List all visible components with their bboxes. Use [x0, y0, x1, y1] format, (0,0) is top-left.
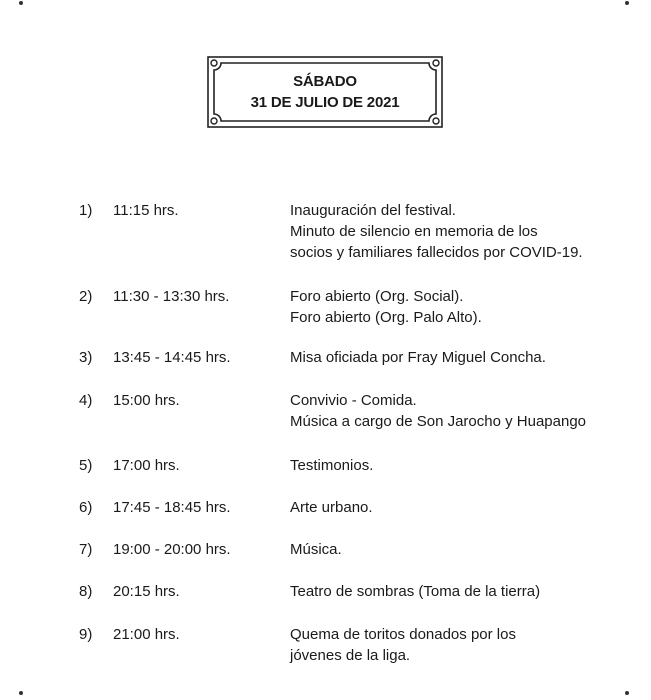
item-number: 7) — [79, 541, 93, 558]
item-time: 11:15 hrs. — [113, 202, 179, 219]
title-day: SÁBADO — [293, 73, 357, 90]
item-description — [290, 347, 630, 368]
item-number: 9) — [79, 626, 93, 643]
item-number: 8) — [79, 583, 93, 600]
item-number: 3) — [79, 349, 93, 366]
description-line: Convivio - Comida. — [290, 392, 417, 409]
corner-dot — [625, 1, 629, 5]
description-line: Foro abierto (Org. Social). — [290, 288, 464, 305]
item-time: 21:00 hrs. — [113, 626, 180, 643]
item-description — [290, 624, 630, 666]
item-number: 5) — [79, 457, 93, 474]
description-line: Testimonios. — [290, 457, 374, 474]
item-description — [290, 581, 630, 602]
corner-dot — [19, 1, 23, 5]
item-number: 4) — [79, 392, 93, 409]
item-number: 1) — [79, 202, 93, 219]
item-description — [290, 455, 630, 476]
item-description — [290, 539, 630, 560]
corner-dot — [625, 691, 629, 695]
item-time: 19:00 - 20:00 hrs. — [113, 541, 231, 558]
item-time: 20:15 hrs. — [113, 583, 180, 600]
title-block — [207, 56, 443, 128]
description-line: Música. — [290, 541, 342, 558]
item-description — [290, 497, 630, 518]
description-line: Foro abierto (Org. Palo Alto). — [290, 309, 482, 326]
item-time: 17:00 hrs. — [113, 457, 180, 474]
description-line: Música a cargo de Son Jarocho y Huapango — [290, 413, 587, 430]
description-line: Inauguración del festival. — [290, 202, 456, 219]
item-time: 17:45 - 18:45 hrs. — [113, 499, 231, 516]
item-number: 6) — [79, 499, 93, 516]
corner-dot — [19, 691, 23, 695]
item-description — [290, 390, 630, 432]
description-line: Arte urbano. — [290, 499, 373, 516]
description-line: Quema de toritos donados por los — [290, 626, 516, 643]
item-number: 2) — [79, 288, 93, 305]
title-date: 31 DE JULIO DE 2021 — [250, 94, 400, 111]
item-time: 15:00 hrs. — [113, 392, 180, 409]
description-line: Minuto de silencio en memoria de los — [290, 223, 538, 240]
item-description — [290, 286, 630, 328]
title-frame — [207, 56, 443, 128]
item-time: 13:45 - 14:45 hrs. — [113, 349, 231, 366]
description-line: socios y familiares fallecidos por COVID-19. — [290, 244, 583, 261]
item-time: 11:30 - 13:30 hrs. — [113, 288, 230, 305]
description-line: Misa oficiada por Fray Miguel Concha. — [290, 349, 546, 366]
description-line: jóvenes de la liga. — [290, 647, 411, 664]
description-line: Teatro de sombras (Toma de la tierra) — [290, 583, 541, 600]
item-description — [290, 200, 630, 263]
